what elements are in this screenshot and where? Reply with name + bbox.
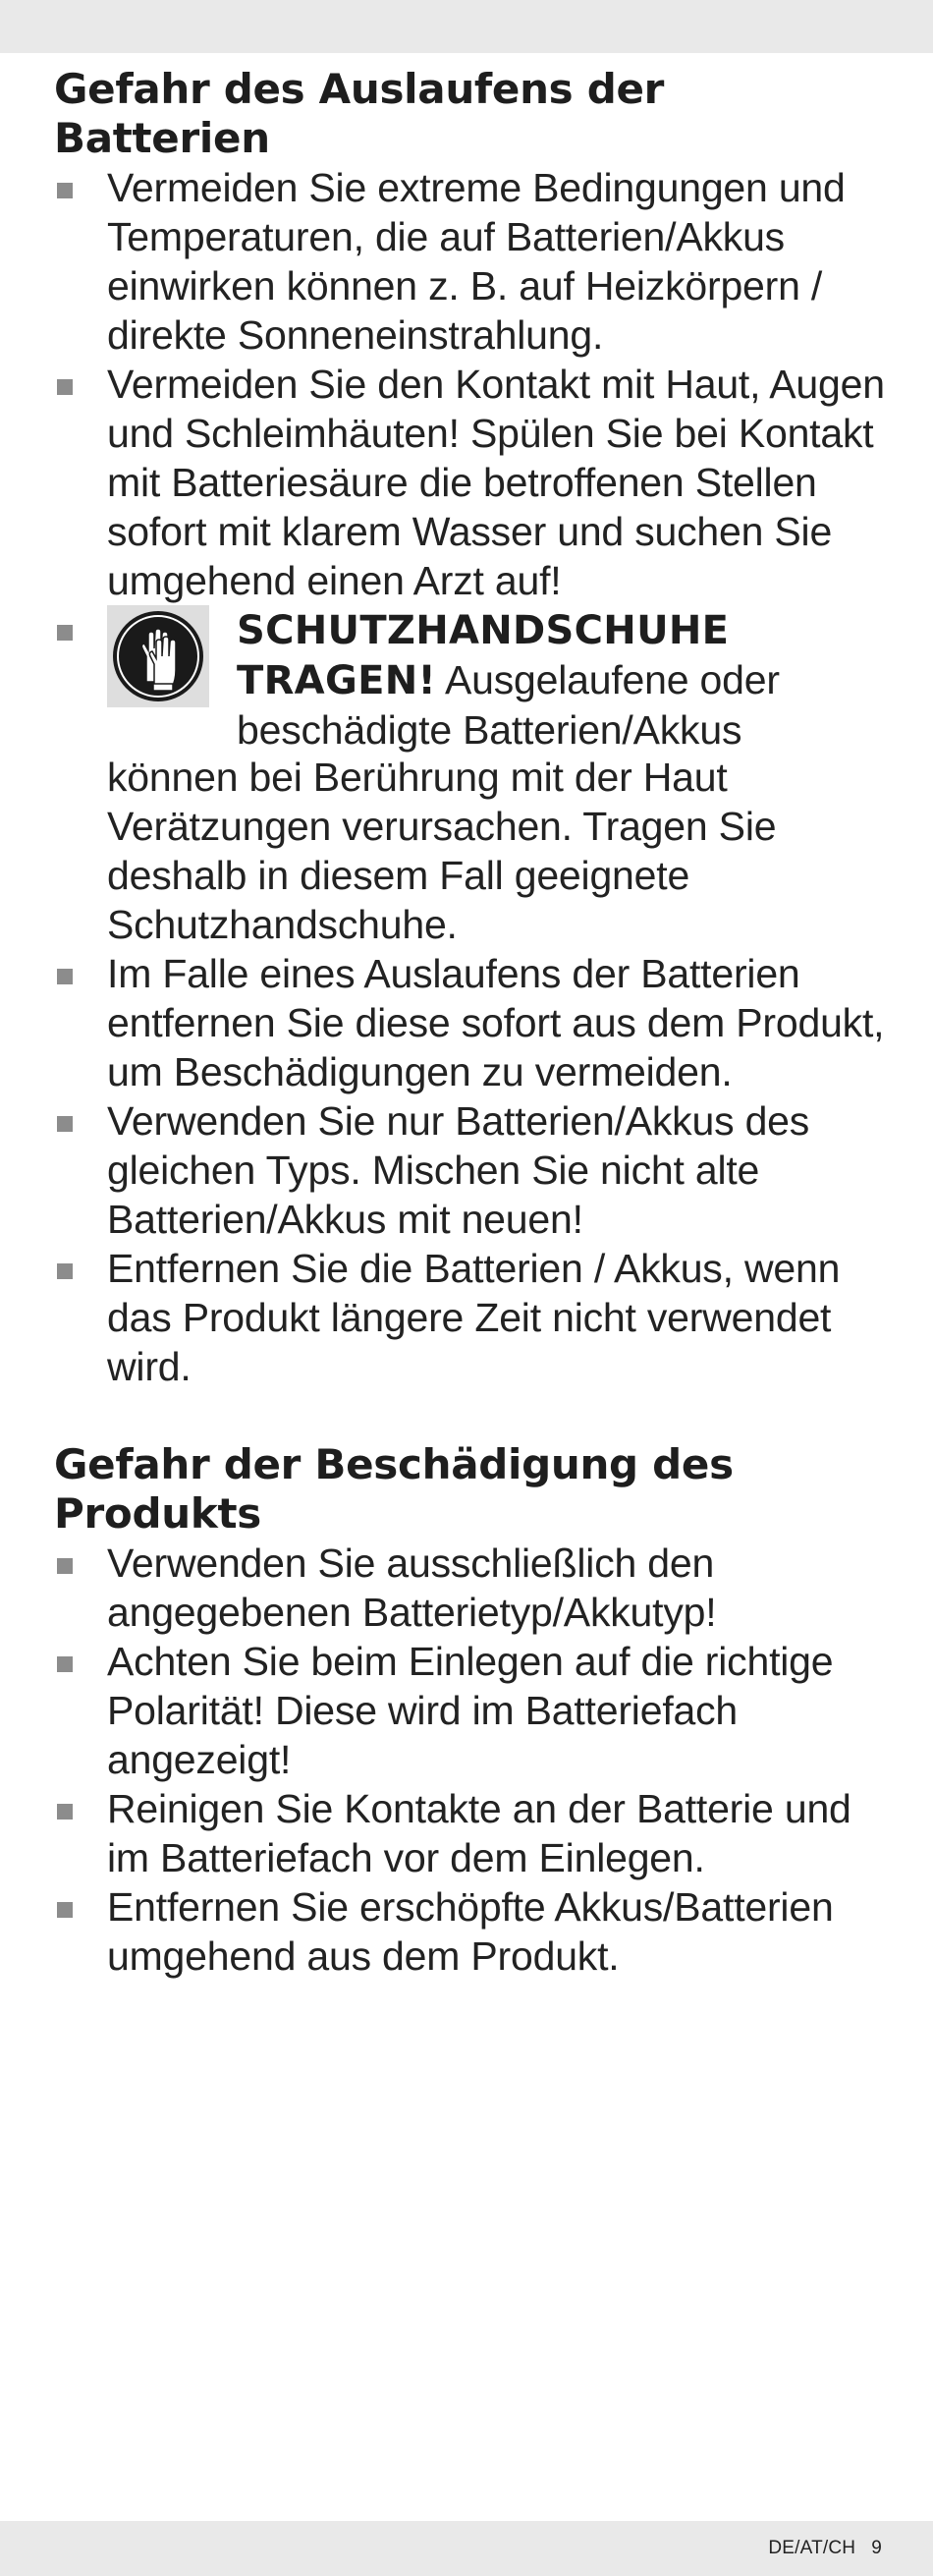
list-item-text: Im Falle eines Auslaufens der Batterien entfernen Sie diese sofort aus dem Produkt, um Beschädigungen zu vermeiden. — [107, 951, 885, 1094]
list-item-text: Entfernen Sie erschöpfte Akkus/Batterien umgehend aus dem Produkt. — [107, 1884, 834, 1979]
heading-line: Batterien — [54, 114, 270, 162]
list-item — [54, 1637, 889, 1784]
list-item-text: Entfernen Sie die Batterien / Akkus, wenn das Produkt längere Zeit nicht verwendet wird. — [107, 1246, 841, 1389]
list-item-gloves — [54, 605, 889, 949]
top-band — [0, 0, 933, 53]
list-item-text: Reinigen Sie Kontakte an der Batterie und im Batteriefach vor dem Einlegen. — [107, 1786, 851, 1880]
section-heading-product-damage — [54, 1440, 889, 1539]
list-item-text: Verwenden Sie nur Batterien/Akkus des gleichen Typs. Mischen Sie nicht alte Batterien/Akkus mit neuen! — [107, 1098, 810, 1242]
section-heading-battery-leakage — [54, 65, 889, 163]
list-item — [54, 1539, 889, 1637]
list-item-text: beschädigte Batterien/Akkus — [237, 707, 742, 753]
list-item-text: Achten Sie beim Einlegen auf die richtige Polarität! Diese wird im Batteriefach angezeigt! — [107, 1639, 834, 1782]
list-item-text: können bei Berührung mit der Haut Verätzungen verursachen. Tragen Sie deshalb in diesem Fall geeignete Schutzhandschuhe. — [107, 755, 777, 947]
square-bullet-icon — [57, 183, 73, 198]
list-item — [54, 1882, 889, 1981]
battery-leakage-list — [54, 163, 889, 1391]
page-number: 9 — [871, 2538, 882, 2558]
protective-gloves-icon — [107, 605, 209, 707]
footer-region: DE/AT/CH — [768, 2538, 856, 2558]
heading-line: Gefahr des Auslaufens der — [54, 65, 665, 113]
list-item — [54, 949, 889, 1096]
product-damage-list — [54, 1539, 889, 1981]
page-footer — [768, 2538, 882, 2559]
list-item-text: Vermeiden Sie extreme Bedingungen und Temperaturen, die auf Batterien/Akkus einwirken können z. B. auf Heizkörpern / direkte Sonneneinstrahlung. — [107, 165, 846, 358]
square-bullet-icon — [57, 1902, 73, 1918]
square-bullet-icon — [57, 969, 73, 984]
list-item-text: Ausgelaufene oder — [444, 657, 780, 702]
square-bullet-icon — [57, 1656, 73, 1672]
list-item — [54, 1784, 889, 1882]
list-item — [54, 1096, 889, 1244]
square-bullet-icon — [57, 1558, 73, 1574]
heading-line: Produkts — [54, 1489, 261, 1538]
heading-line: Gefahr der Beschädigung des — [54, 1440, 734, 1488]
square-bullet-icon — [57, 1116, 73, 1132]
square-bullet-icon — [57, 1263, 73, 1279]
square-bullet-icon — [57, 1804, 73, 1820]
page-content — [54, 65, 889, 1981]
list-item-text: Verwenden Sie ausschließlich den angegebenen Batterietyp/Akkutyp! — [107, 1540, 717, 1635]
square-bullet-icon — [57, 625, 73, 641]
list-item-text: Vermeiden Sie den Kontakt mit Haut, Augen und Schleimhäuten! Spülen Sie bei Kontakt mit Batteriesäure die betroffenen Stellen sofort mit klarem Wasser und suchen Sie umgehend einen Arzt auf! — [107, 362, 885, 603]
list-item — [54, 1244, 889, 1391]
square-bullet-icon — [57, 379, 73, 395]
list-item — [54, 360, 889, 605]
warning-title: TRAGEN! — [237, 658, 437, 703]
warning-title: SCHUTZHANDSCHUHE — [237, 608, 730, 653]
list-item — [54, 163, 889, 360]
